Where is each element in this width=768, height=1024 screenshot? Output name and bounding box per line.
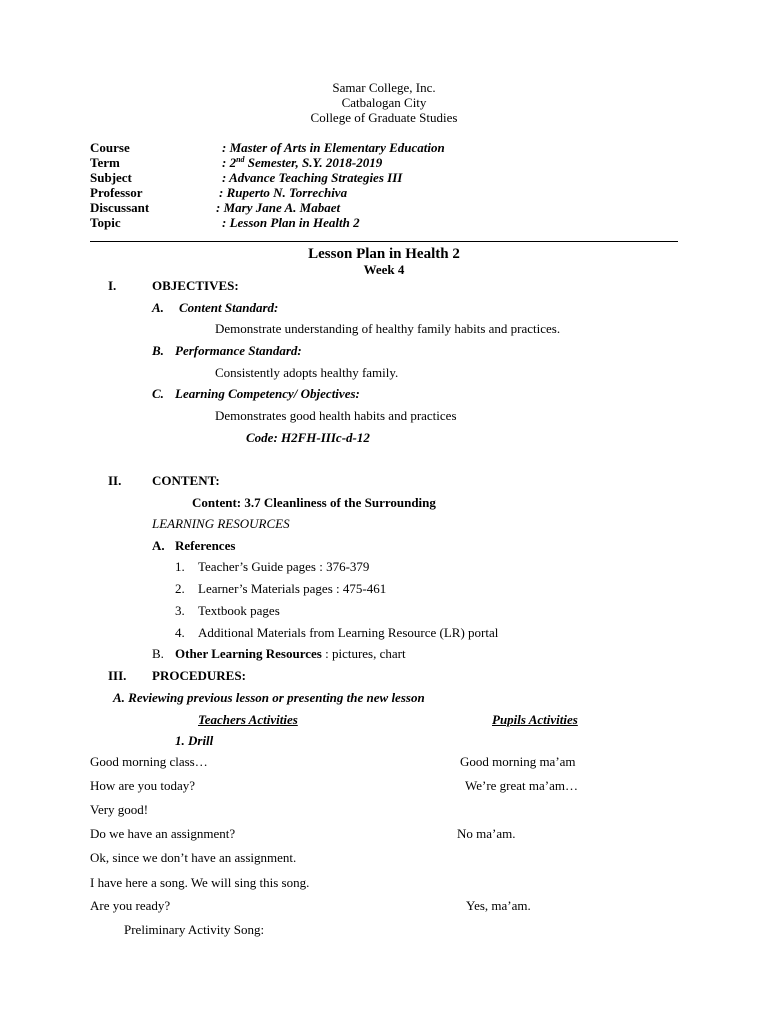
term-label: Term <box>90 155 120 170</box>
references-letter: A. <box>152 538 165 553</box>
plan-title: Lesson Plan in Health 2 <box>308 246 460 262</box>
drill-heading: 1. Drill <box>175 733 214 748</box>
competency-letter: C. <box>152 386 164 401</box>
discussant-label: Discussant <box>90 200 150 215</box>
teacher-line: Very good! <box>90 802 149 817</box>
pupil-line: No ma’am. <box>457 826 516 841</box>
city-name: Catbalogan City <box>341 95 427 110</box>
plan-week: Week 4 <box>363 262 405 277</box>
professor-value: : Ruperto N. Torrechiva <box>219 185 348 200</box>
reference-number: 1. <box>175 559 185 574</box>
discussant-value: : Mary Jane A. Mabaet <box>216 200 341 215</box>
content-standard-letter: A. <box>152 300 164 315</box>
institution-name: Samar College, Inc. <box>332 80 436 95</box>
competency-text: Demonstrates good health habits and practices <box>215 408 457 423</box>
term-value: : 2nd Semester, S.Y. 2018-2019 <box>222 155 383 170</box>
subject-label: Subject <box>90 170 132 185</box>
teacher-line: Are you ready? <box>90 898 171 913</box>
content-standard-label: Content Standard: <box>179 300 279 315</box>
competency-code: Code: H2FH-IIIc-d-12 <box>246 430 370 445</box>
divider-line <box>90 241 678 242</box>
pupil-line: We’re great ma’am… <box>465 778 579 793</box>
learning-resources-heading: LEARNING RESOURCES <box>152 516 290 531</box>
teachers-activities-header: Teachers Activities <box>198 712 298 727</box>
reference-item: Textbook pages <box>198 603 280 618</box>
topic-value: : Lesson Plan in Health 2 <box>222 215 360 230</box>
teacher-line: Do we have an assignment? <box>90 826 236 841</box>
content-numeral: II. <box>108 473 122 488</box>
teacher-line: I have here a song. We will sing this song. <box>90 875 310 890</box>
competency-label: Learning Competency/ Objectives: <box>175 386 360 401</box>
performance-standard-text: Consistently adopts healthy family. <box>215 365 399 380</box>
pupils-activities-header: Pupils Activities <box>492 712 578 727</box>
reference-number: 4. <box>175 625 185 640</box>
pupil-line: Good morning ma’am <box>460 754 576 769</box>
procedures-numeral: III. <box>108 668 127 683</box>
objectives-numeral: I. <box>108 278 117 293</box>
reference-item: Teacher’s Guide pages : 376-379 <box>198 559 370 574</box>
procedures-subsection: A. Reviewing previous lesson or presenting the new lesson <box>113 690 425 705</box>
college-name: College of Graduate Studies <box>310 110 458 125</box>
preliminary-activity: Preliminary Activity Song: <box>124 922 265 937</box>
content-standard-text: Demonstrate understanding of healthy family habits and practices. <box>215 321 561 336</box>
other-resources: Other Learning Resources : pictures, chart <box>175 646 406 661</box>
pupil-line: Yes, ma’am. <box>466 898 531 913</box>
reference-number: 3. <box>175 603 185 618</box>
reference-item: Learner’s Materials pages : 475-461 <box>198 581 387 596</box>
reference-number: 2. <box>175 581 185 596</box>
course-value: : Master of Arts in Elementary Education <box>222 140 445 155</box>
teacher-line: Ok, since we don’t have an assignment. <box>90 850 297 865</box>
procedures-heading: PROCEDURES: <box>152 668 246 683</box>
objectives-heading: OBJECTIVES: <box>152 278 239 293</box>
references-label: References <box>175 538 236 553</box>
content-topic: Content: 3.7 Cleanliness of the Surrounding <box>192 495 436 510</box>
content-heading: CONTENT: <box>152 473 220 488</box>
other-resources-letter: B. <box>152 646 164 661</box>
subject-value: : Advance Teaching Strategies III <box>222 170 403 185</box>
course-label: Course <box>90 140 130 155</box>
topic-label: Topic <box>90 215 121 230</box>
professor-label: Professor <box>90 185 143 200</box>
reference-item: Additional Materials from Learning Resource (LR) portal <box>198 625 499 640</box>
performance-standard-label: Performance Standard: <box>175 343 302 358</box>
teacher-line: Good morning class… <box>90 754 208 769</box>
teacher-line: How are you today? <box>90 778 196 793</box>
performance-standard-letter: B. <box>152 343 164 358</box>
